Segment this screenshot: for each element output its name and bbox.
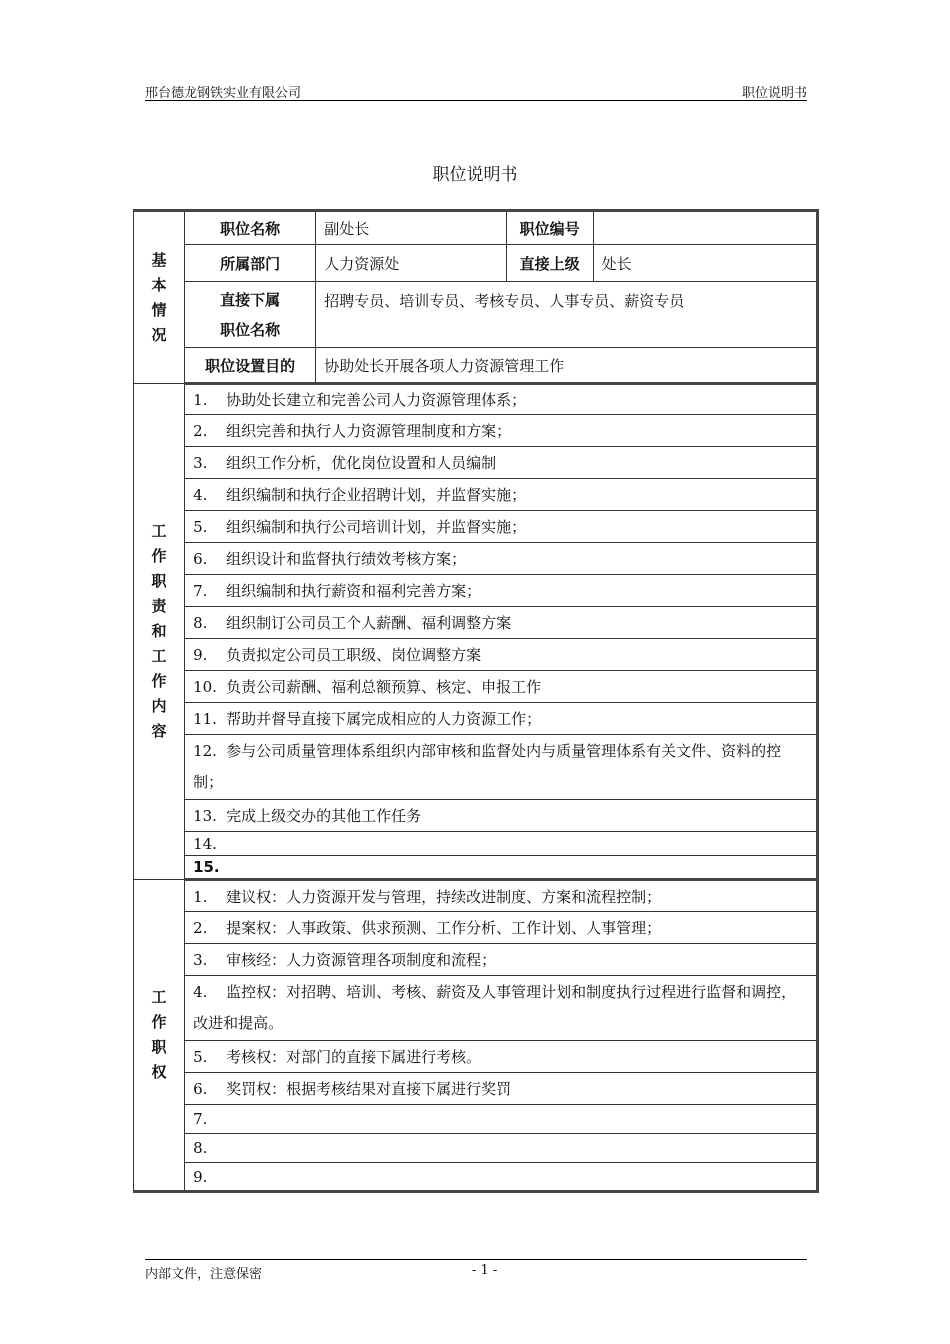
department-value: 人力资源处 (316, 245, 506, 282)
duty-item: 13. 完成上级交办的其他工作任务 (185, 800, 818, 832)
position-name-value: 副处长 (316, 211, 506, 245)
subordinates-label: 直接下属 职位名称 (185, 282, 316, 348)
duty-item: 8. 组织制订公司员工个人薪酬、福利调整方案 (185, 607, 818, 639)
position-code-label: 职位编号 (506, 211, 593, 245)
purpose-label: 职位设置目的 (185, 348, 316, 384)
subordinates-value: 招聘专员、培训专员、考核专员、人事专员、薪资专员 (316, 282, 818, 348)
section-duties-label: 工 作 职 责 和 工 作 内 容 (134, 384, 185, 880)
document-title: 职位说明书 (432, 165, 518, 185)
duty-item: 12. 参与公司质量管理体系组织内部审核和监督处内与质量管理体系有关文件、资料的控制； (185, 735, 818, 800)
duty-item: 6. 组织设计和监督执行绩效考核方案； (185, 543, 818, 575)
duty-item: 7. 组织编制和执行薪资和福利完善方案； (185, 575, 818, 607)
authority-item: 6. 奖罚权：根据考核结果对直接下属进行奖罚 (185, 1073, 818, 1105)
duty-item: 3. 组织工作分析，优化岗位设置和人员编制 (185, 447, 818, 479)
authority-item: 1. 建议权：人力资源开发与管理，持续改进制度、方案和流程控制； (185, 880, 818, 912)
duty-item: 1. 协助处长建立和完善公司人力资源管理体系； (185, 384, 818, 415)
department-label: 所属部门 (185, 245, 316, 282)
authority-item: 2. 提案权：人事政策、供求预测、工作分析、工作计划、人事管理； (185, 912, 818, 944)
superior-value: 处长 (593, 245, 817, 282)
page-header (145, 80, 807, 101)
section-authority-label: 工 作 职 权 (134, 880, 185, 1192)
doc-type: 职位说明书 (741, 86, 807, 101)
section-basic-label: 基 本 情 况 (134, 211, 185, 384)
duty-item: 5. 组织编制和执行公司培训计划，并监督实施； (185, 511, 818, 543)
duty-item: 15. (185, 856, 818, 880)
authority-item: 9. (185, 1163, 818, 1192)
page-number: - 1 - (472, 1263, 498, 1278)
authority-item: 8. (185, 1134, 818, 1163)
page-footer (145, 1259, 807, 1282)
company-name: 邢台德龙钢铁实业有限公司 (145, 86, 302, 101)
position-code-value (593, 211, 817, 245)
duty-item: 4. 组织编制和执行企业招聘计划，并监督实施； (185, 479, 818, 511)
position-name-label: 职位名称 (185, 211, 316, 245)
confidential-note: 内部文件，注意保密 (145, 1267, 263, 1282)
duty-item: 2. 组织完善和执行人力资源管理制度和方案； (185, 415, 818, 447)
authority-item: 5. 考核权：对部门的直接下属进行考核。 (185, 1041, 818, 1073)
duty-item: 10. 负责公司薪酬、福利总额预算、核定、申报工作 (185, 671, 818, 703)
job-description-table (133, 209, 819, 1193)
purpose-value: 协助处长开展各项人力资源管理工作 (316, 348, 818, 384)
authority-item: 3. 审核经：人力资源管理各项制度和流程； (185, 944, 818, 976)
superior-label: 直接上级 (506, 245, 593, 282)
authority-item: 4. 监控权：对招聘、培训、考核、薪资及人事管理计划和制度执行过程进行监督和调控，改进和提高。 (185, 976, 818, 1041)
duty-item: 9. 负责拟定公司员工职级、岗位调整方案 (185, 639, 818, 671)
authority-item: 7. (185, 1105, 818, 1134)
duty-item: 11. 帮助并督导直接下属完成相应的人力资源工作； (185, 703, 818, 735)
duty-item: 14. (185, 832, 818, 856)
